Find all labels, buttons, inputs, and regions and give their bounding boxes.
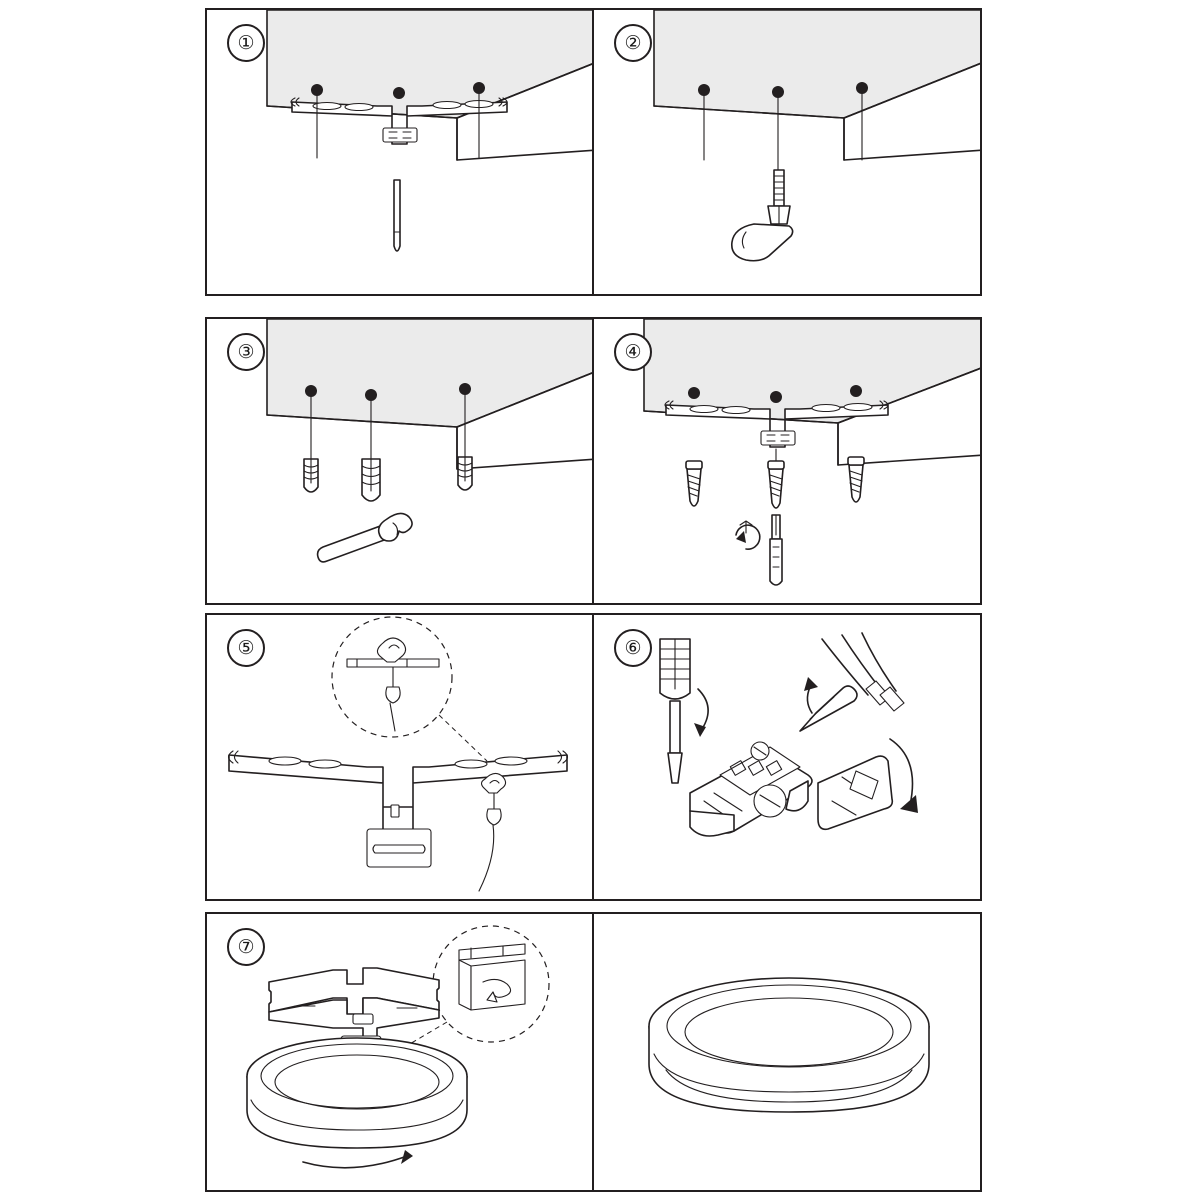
step-7-illustration [207,914,593,1190]
step-3-illustration [207,319,593,603]
step-panel-5 [205,613,595,901]
step-5-drawing [207,615,595,901]
step-1-illustration [207,10,593,294]
step-2-drawing [594,10,982,296]
wall-anchor-1 [304,459,318,492]
wall-anchor-2 [362,459,380,501]
screw-right [848,457,864,502]
step-number-1: ① [227,24,265,62]
step-4-illustration [594,319,980,603]
step-panel-3 [205,317,595,605]
finished-product-illustration [594,914,980,1190]
step-4-drawing [594,319,982,605]
step-number-7: ⑦ [227,928,265,966]
finished-product-drawing [594,914,982,1192]
step-6-illustration [594,615,980,899]
step-number-4: ④ [614,333,652,371]
step-3-drawing [207,319,595,605]
step-7-drawing [207,914,595,1192]
step-panel-7 [205,912,595,1192]
finished-product-panel [592,912,982,1192]
step-number-2: ② [614,24,652,62]
step-5-illustration [207,615,593,899]
step-number-6: ⑥ [614,629,652,667]
step-number-3: ③ [227,333,265,371]
step-panel-6 [592,613,982,901]
step-panel-1 [205,8,595,296]
step-panel-4 [592,317,982,605]
step-6-drawing [594,615,982,901]
screw-left [686,461,702,506]
step-2-illustration [594,10,980,294]
wall-anchor-3 [458,457,472,490]
screw-center [768,461,784,508]
step-number-5: ⑤ [227,629,265,667]
step-panel-2 [592,8,982,296]
step-1-drawing [207,10,595,296]
